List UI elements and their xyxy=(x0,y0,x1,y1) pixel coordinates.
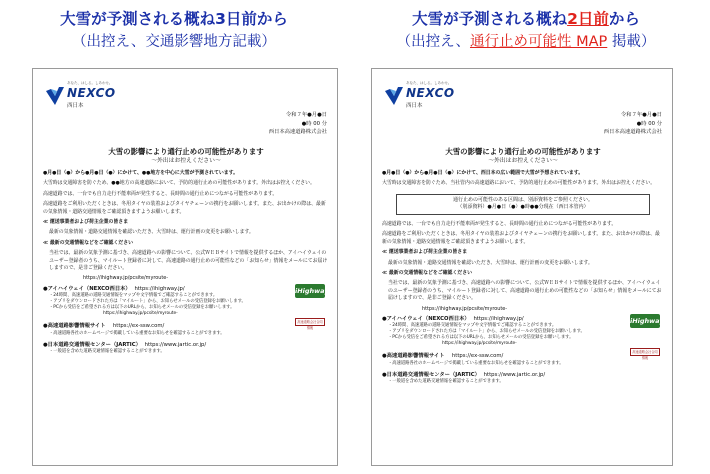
section-text: 当社では、最新の気象予測に基づき、高速道路への影響について、公式ＷＥＢサイトで情報を提供するほか、アイハイウェイのユーザー登録者のうち、マイルート登録者に対して、高速道路の通行止めの可能性などの「お知らせ」情報をメールにてお届けしますので、是非ご登録ください。 xyxy=(388,280,662,302)
section-head-text: 運送事業者および荷主企業の皆さま xyxy=(49,219,129,226)
paragraph: 高速道路では、一台でも自力走行不能車両が発生すると、長時間の通行止めにつながる可能性があります。 xyxy=(382,221,617,227)
expressway-banner: 高速道路会社合同情報 xyxy=(630,348,660,356)
paragraph: ●月●日（●）から●月●日（●）にかけて、●●地方を中心に大雪が予測されています。 xyxy=(43,170,239,176)
ex-url[interactable]: https://ex-ssw.com/ xyxy=(451,353,504,360)
paragraph: 高速道路をご利用いただくときは、冬用タイヤの装着およびタイヤチェーンの携行をお願いします。また、お出かけの際は、最新の気象情報・道路交通情報をご確認頂きますようお願いします。 xyxy=(382,231,660,245)
ihighway-note: ・PCから受信をご希望される方は以下のURLから、お知らせメールの受信登録をお願いします。 xyxy=(49,305,235,311)
jartic-label: ●日本道路交通情報センター（JARTIC） xyxy=(43,341,141,348)
logo-sub: 西日本 xyxy=(67,103,84,109)
paragraph: ●月●日（●）から●月●日（●）にかけて、西日本の広い範囲で大雪が予想されています。 xyxy=(382,170,584,176)
ex-note: ・高速道路各社のホームページで掲載している重要なお知らせを確認することができます。 xyxy=(388,360,564,366)
press-release-right xyxy=(371,68,673,466)
release-time: ●時 00 分 xyxy=(636,120,662,127)
nexco-logo xyxy=(45,77,125,111)
caption-right-line1-pre: 大雪が予測される概ね xyxy=(412,10,568,28)
paragraph: 高速道路では、一台でも自力走行不能車両が発生すると、長時間の通行止めにつながる可能性があります。 xyxy=(43,190,278,197)
release-body xyxy=(382,147,664,385)
ihighway-logo: iHighway xyxy=(295,284,325,298)
caption-right-line2 xyxy=(356,30,696,54)
section-head: ≪ 運送事業者および荷主企業の皆さま xyxy=(43,219,129,226)
jartic-url[interactable]: https://www.jartic.or.jp/ xyxy=(483,371,546,378)
section-head: ≪ 運送事業者および荷主企業の皆さま xyxy=(382,249,468,256)
release-meta xyxy=(269,111,327,137)
caption-right-line1-highlight: 2日前 xyxy=(567,10,609,28)
logo-wordmark: NEXCO xyxy=(67,86,116,100)
closure-map-notice-line2: （別添資料）●月●日（●）●時●●分現在（西日本管内） xyxy=(457,204,589,211)
logo-tagline: あなた、はしる。しあわせ。 xyxy=(406,81,452,85)
ex-url[interactable]: https://ex-ssw.com/ xyxy=(112,323,165,330)
section-head-text: 運送事業者および荷主企業の皆さま xyxy=(388,249,468,256)
ihighway-note: ・PCから受信をご希望される方は以下のURLから、お知らせメールの受信登録をお願いします。 xyxy=(388,335,574,341)
section-text: 最新の気象情報・道路交通情報を確認いただき、大雪時は、運行計画の変更をお願いします。 xyxy=(49,229,254,236)
ex-row xyxy=(43,323,329,330)
release-date: 令和７年●月●日 xyxy=(620,112,662,118)
ex-label: ●高速道路影響情報サイト xyxy=(43,323,106,330)
jartic-row xyxy=(43,342,329,349)
release-subtitle: ～外出はお控えください～ xyxy=(151,158,221,164)
section-head: ≪ 最新の交通情報などをご確認ください xyxy=(382,270,472,277)
logo-tagline: あなた、はしる。しあわせ。 xyxy=(67,81,113,85)
section-head-text: 最新の交通情報などをご確認ください xyxy=(388,270,472,277)
ihighway-logo: iHighway xyxy=(630,314,660,328)
jartic-label: ●日本道路交通情報センター（JARTIC） xyxy=(382,371,480,378)
caption-left-line2: （出控え、交通影響地方記載） xyxy=(72,34,276,50)
paragraph: 大雪時は交通障害を防ぐため、当社管内の高速道路において、予防的通行止めの可能性があります。外出はお控えください。 xyxy=(382,180,656,187)
release-title: 大雪の影響により通行止めの可能性があります xyxy=(108,147,264,156)
ihighway-note-url[interactable]: https://ihighway.jp/pcsite/myroute- xyxy=(103,311,178,317)
myroute-url[interactable]: https://ihighway.jp/pcsite/myroute- xyxy=(422,305,508,312)
logo-sub: 西日本 xyxy=(406,103,423,109)
ihighway-row xyxy=(382,316,664,323)
release-subtitle: ～外出はお控えください～ xyxy=(488,158,558,164)
ihighway-note-url[interactable]: https://ihighway.jp/pcsite/myroute- xyxy=(442,341,517,347)
paragraph: 高速道路をご利用いただくときは、冬用タイヤの装着およびタイヤチェーンの携行をお願いします。また、お出かけの際は、最新の気象情報・道路交通情報をご確認頂きますようお願いします。 xyxy=(43,201,326,215)
closure-map-notice-line1: 通行止めの可能性のある区間は、別添資料をご参照ください。 xyxy=(452,196,593,203)
release-org: 西日本高速道路株式会社 xyxy=(268,129,327,136)
jartic-url[interactable]: https://www.jartic.or.jp/ xyxy=(144,341,207,348)
release-body xyxy=(43,147,329,355)
expressway-banner: 高速道路会社合同情報 xyxy=(295,318,325,326)
release-title: 大雪の影響により通行止めの可能性があります xyxy=(445,147,601,156)
ihighway-note: ・24時間、高速道路の道路交通情報をマップや文字情報でご確認することができます。 xyxy=(388,323,557,329)
release-org: 西日本高速道路株式会社 xyxy=(603,129,662,136)
caption-right xyxy=(356,8,696,54)
press-release-left xyxy=(32,68,338,466)
release-date: 令和７年●月●日 xyxy=(285,112,327,118)
jartic-note: ・一般道を含めた道路交通情報を確認することができます。 xyxy=(388,379,504,385)
caption-right-line1 xyxy=(356,8,696,30)
ihighway-note: ・アプリをダウンロードされた方は「マイルート」から、お知らせメールの受信登録をお願いします。 xyxy=(49,299,246,305)
myroute-url[interactable]: https://ihighway.jp/pcsite/myroute- xyxy=(83,275,169,282)
caption-left-line1: 大雪が予測される概ね3日前から xyxy=(60,10,288,28)
section-text: 当社では、最新の気象予測に基づき、高速道路への影響について、公式ＷＥＢサイトで情報を提供するほか、アイハイウェイのユーザー登録者のうち、マイルート登録者に対して、高速道路の通行止めの可能性などの「お知らせ」情報をメールにてお届けしますので、是非ご登録ください。 xyxy=(49,250,328,272)
ihighway-row xyxy=(43,286,329,293)
caption-right-line2-highlight: 通行止め可能性 MAP xyxy=(469,34,608,50)
nexco-logo-mark-icon xyxy=(384,85,404,107)
contact-block xyxy=(43,286,329,355)
caption-right-line2-pre: （出控え、 xyxy=(396,34,470,50)
ihighway-label: ●アイハイウェイ（NEXCO西日本） xyxy=(382,316,470,323)
caption-left xyxy=(4,8,344,54)
ex-row xyxy=(382,353,664,360)
caption-right-line1-post: から xyxy=(608,10,640,28)
closure-map-notice-box xyxy=(396,194,650,215)
logo-wordmark: NEXCO xyxy=(406,86,455,100)
ihighway-url[interactable]: https://ihighway.jp/ xyxy=(134,285,185,292)
contact-block xyxy=(382,316,664,385)
nexco-logo xyxy=(384,77,464,111)
ihighway-url[interactable]: https://ihighway.jp/ xyxy=(473,316,524,323)
ihighway-note: ・24時間、高速道路の道路交通情報をマップや文字情報でご確認することができます。 xyxy=(49,293,218,299)
section-text: 最新の気象情報・道路交通情報を確認いただき、大雪時は、運行計画の変更をお願いします。 xyxy=(388,259,593,266)
release-time: ●時 00 分 xyxy=(301,120,327,127)
paragraph: 大雪時は交通障害を防ぐため、●●地方の高速道路において、予防的通行止めの可能性があります。外出はお控えください。 xyxy=(43,180,315,187)
ex-label: ●高速道路影響情報サイト xyxy=(382,353,445,360)
nexco-logo-mark-icon xyxy=(45,85,65,107)
release-meta xyxy=(604,111,662,137)
jartic-note: ・一般道を含めた道路交通情報を確認することができます。 xyxy=(49,349,165,355)
ihighway-note: ・アプリをダウンロードされた方は「マイルート」から、お知らせメールの受信登録をお願いします。 xyxy=(388,329,585,335)
caption-right-line2-post: 掲載） xyxy=(607,34,656,50)
section-head-text: 最新の交通情報などをご確認ください xyxy=(49,239,133,246)
ex-note: ・高速道路各社のホームページで掲載している重要なお知らせを確認することができます。 xyxy=(49,330,225,336)
jartic-row xyxy=(382,372,664,379)
section-head: ≪ 最新の交通情報などをご確認ください xyxy=(43,239,133,246)
ihighway-label: ●アイハイウェイ（NEXCO西日本） xyxy=(43,285,131,292)
